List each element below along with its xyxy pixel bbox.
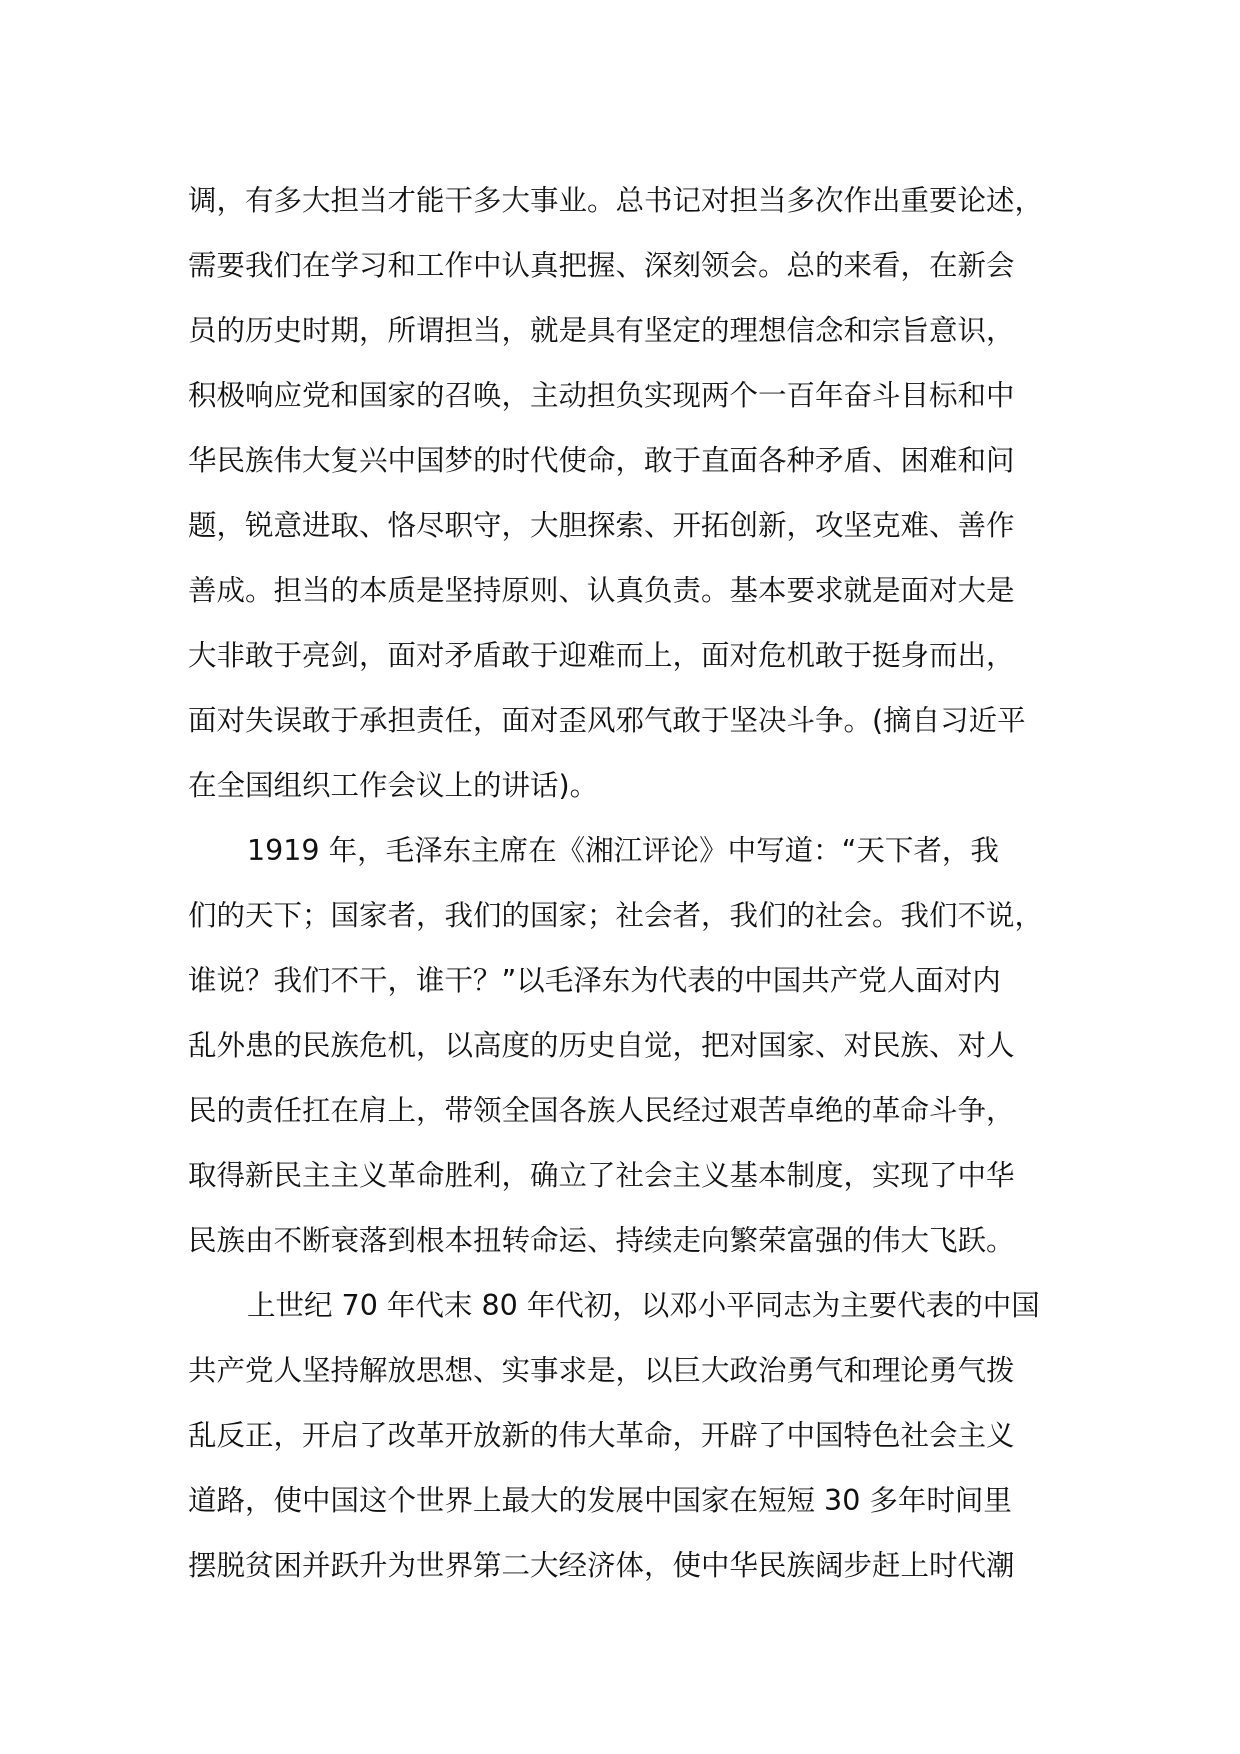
text-line-first: 上世纪 70 年代末 80 年代初，以邓小平同志为主要代表的中国: [247, 1289, 1040, 1322]
text-line: 积极响应党和国家的召唤，主动担负实现两个一百年奋斗目标和中: [188, 379, 1015, 412]
text-line: 们的天下；国家者，我们的国家；社会者，我们的社会。我们不说，: [188, 899, 1044, 932]
text-line: 华民族伟大复兴中国梦的时代使命，敢于直面各种矛盾、困难和问: [188, 444, 1015, 477]
text-line: 在全国组织工作会议上的讲话)。: [188, 769, 599, 802]
text-line: 取得新民主主义革命胜利，确立了社会主义基本制度，实现了中华: [188, 1159, 1015, 1192]
text-line: 谁说？我们不干，谁干？”以毛泽东为代表的中国共产党人面对内: [188, 964, 1001, 997]
text-line: 乱反正，开启了改革开放新的伟大革命，开辟了中国特色社会主义: [188, 1419, 1015, 1452]
text-line: 调，有多大担当才能干多大事业。总书记对担当多次作出重要论述，: [188, 184, 1044, 217]
paragraph-2: [188, 818, 1088, 1273]
text-line: 需要我们在学习和工作中认真把握、深刻领会。总的来看，在新会: [188, 249, 1015, 282]
text-line: 民的责任扛在肩上，带领全国各族人民经过艰苦卓绝的革命斗争，: [188, 1094, 1015, 1127]
text-line-first: 1919 年，毛泽东主席在《湘江评论》中写道：“天下者，我: [247, 834, 999, 867]
text-line: 乱外患的民族危机，以高度的历史自觉，把对国家、对民族、对人: [188, 1029, 1015, 1062]
document-body: [188, 168, 1088, 1598]
text-line: 摆脱贫困并跃升为世界第二大经济体，使中华民族阔步赶上时代潮: [188, 1549, 1015, 1582]
text-line: 题，锐意进取、恪尽职守，大胆探索、开拓创新，攻坚克难、善作: [188, 509, 1015, 542]
text-line: 善成。担当的本质是坚持原则、认真负责。基本要求就是面对大是: [188, 574, 1015, 607]
paragraph-3: [188, 1273, 1088, 1598]
text-line: 员的历史时期，所谓担当，就是具有坚定的理想信念和宗旨意识，: [188, 314, 1015, 347]
paragraph-1: [188, 168, 1088, 818]
text-line: 共产党人坚持解放思想、实事求是，以巨大政治勇气和理论勇气拨: [188, 1354, 1015, 1387]
text-line: 大非敢于亮剑，面对矛盾敢于迎难而上，面对危机敢于挺身而出，: [188, 639, 1015, 672]
text-line: 面对失误敢于承担责任，面对歪风邪气敢于坚决斗争。(摘自习近平: [188, 704, 1026, 737]
text-line: 民族由不断衰落到根本扭转命运、持续走向繁荣富强的伟大飞跃。: [188, 1224, 1015, 1257]
text-line: 道路，使中国这个世界上最大的发展中国家在短短 30 多年时间里: [188, 1484, 1012, 1517]
